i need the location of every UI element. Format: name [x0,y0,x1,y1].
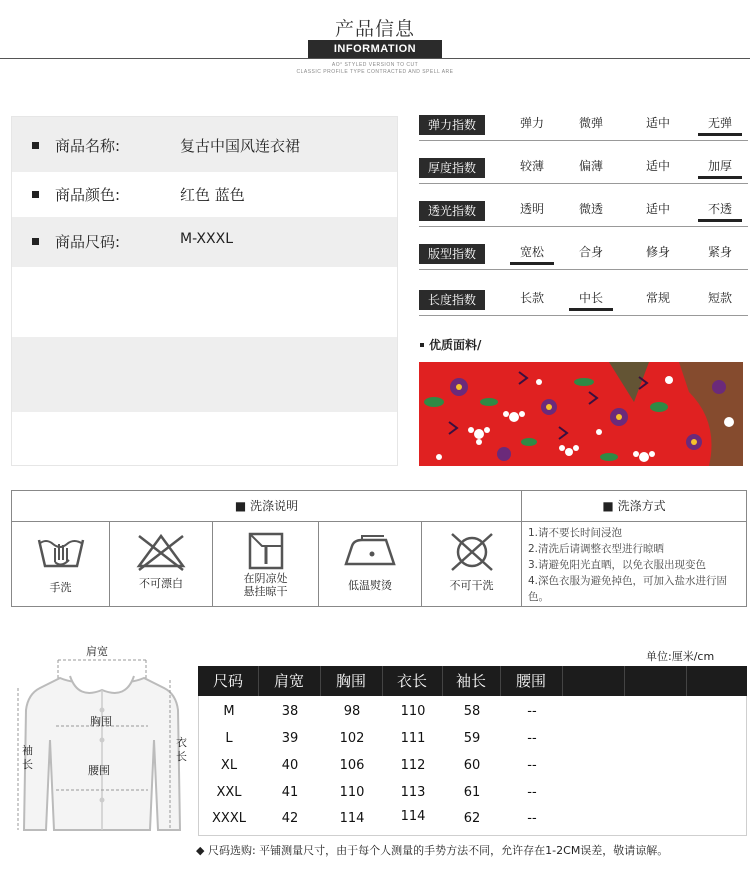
table-cell: 112 [400,758,426,773]
care-methods-title: ■ 洗涤方式 [602,499,666,513]
no-dry-clean-icon [444,530,500,574]
low-iron-icon [342,530,398,574]
care-caption: 低温熨烫 [348,579,392,592]
table-cell: 42 [281,811,299,826]
table-cell: XL [220,758,238,773]
header-divider [0,58,750,59]
diagram-shoulder-label: 肩宽 [86,645,108,658]
care-tip: 2.清洗后请调整衣型进行晾晒 [528,543,665,555]
diagram-waist-label: 腰围 [88,764,110,777]
table-cell: 98 [343,704,361,719]
index-option: 修身 [645,245,670,259]
table-cell: 110 [339,785,365,800]
index-option: 长款 [519,291,544,305]
index-option: 偏薄 [578,159,603,173]
size-header-cell: 衣长 [396,672,427,690]
care-tip: 1.请不要长时间浸泡 [528,527,623,539]
index-tag: 版型指数 [419,244,485,264]
table-cell: M [223,704,235,719]
table-cell: 110 [400,704,426,719]
index-option-selected: 无弹 [698,114,742,136]
care-section [11,490,747,607]
index-option: 常规 [645,291,670,305]
index-option: 适中 [645,202,670,216]
table-cell: -- [527,704,537,719]
product-size-label: 商品尺码: [32,231,120,252]
index-option: 透明 [519,202,544,216]
index-option: 较薄 [519,159,544,173]
product-name-label: 商品名称: [32,135,120,156]
index-option: 合身 [578,245,603,259]
table-cell: 60 [463,758,481,773]
size-header-cell: 腰围 [515,672,546,690]
table-cell: 102 [339,731,365,746]
thickness-index-row [419,154,748,184]
care-caption: 不可干洗 [449,579,494,592]
table-cell: 38 [281,704,299,719]
page-title: 产品信息 [334,18,415,40]
fabric-label: 优质面料/ [420,336,481,353]
index-option: 适中 [645,116,670,130]
table-cell: 111 [400,731,426,746]
size-table-body [198,696,747,836]
product-row-size [12,217,397,267]
size-header-cell: 胸围 [335,672,366,690]
care-divider [521,491,522,606]
care-item-shade-dry [213,522,318,607]
size-note: ◆ 尺码选购: 平铺测量尺寸，由于每个人测量的手势方法不同，允许存在1-2CM误差，敬请谅解。 [196,844,669,857]
table-cell: -- [527,785,537,800]
table-cell: 40 [281,758,299,773]
product-color-label: 商品颜色: [32,184,120,205]
care-item-no-bleach [110,522,212,607]
header-separator [686,666,687,696]
product-color-value: 红色 蓝色 [180,186,245,204]
table-cell: -- [527,811,537,826]
index-option-selected: 不透 [698,200,742,222]
care-tip: 3.请避免阳光直晒，以免衣服出现变色 [528,559,707,571]
index-option-selected: 加厚 [698,157,742,179]
transparency-index-row [419,197,748,227]
table-cell: 39 [281,731,299,746]
index-option: 紧身 [707,245,732,259]
index-option-selected: 宽松 [510,243,554,265]
index-tag: 厚度指数 [419,158,485,178]
size-table-header [198,666,747,696]
index-option-selected: 中长 [569,289,613,311]
diagram-sleeve-label: 袖长 [22,744,33,771]
index-option: 短款 [707,291,732,305]
size-header-cell: 肩宽 [273,672,304,690]
table-cell: 113 [400,785,426,800]
shirt-outline-icon [10,640,192,840]
table-cell: 58 [463,704,481,719]
table-cell: 106 [339,758,365,773]
table-cell: 41 [281,785,299,800]
fit-index-row [419,240,748,270]
table-cell: XXXL [212,811,246,826]
table-cell: 62 [463,811,481,826]
product-name-value: 复古中国风连衣裙 [180,137,301,155]
table-cell: XXL [216,785,242,800]
header-subtitle-1: AO° STYLED VERSION TO CUT [331,62,419,68]
header-subtitle-2: CLASSIC PROFILE TYPE CONTRACTED AND SPELL ARE [296,69,454,75]
table-cell: 114 [339,811,365,826]
product-size-value: M-XXXL [180,231,234,247]
table-cell: -- [527,731,537,746]
index-option: 弹力 [519,116,544,130]
fabric-swatch-image [419,362,743,466]
product-row-name [12,117,397,172]
shade-dry-icon [238,530,294,574]
table-cell: 61 [463,785,481,800]
product-row-color [12,172,397,217]
care-tips-list [528,525,746,605]
index-option: 微透 [578,202,603,216]
index-option: 微弹 [578,116,603,130]
product-row-empty [12,267,397,337]
header-separator [562,666,563,696]
hand-wash-icon [33,530,89,574]
care-item-hand-wash [12,522,109,607]
index-option: 适中 [645,159,670,173]
care-item-no-dry-clean [422,522,521,607]
care-tip: 4.深色衣服为避免掉色，可加入盐水进行固色。 [528,575,728,603]
care-instructions-title: ■ 洗涤说明 [234,499,299,513]
size-header-cell: 袖长 [455,672,486,690]
product-row-empty [12,337,397,412]
table-cell: 114 [400,809,426,824]
care-caption: 手洗 [49,581,72,594]
care-item-low-iron [319,522,421,607]
table-cell: -- [527,758,537,773]
index-tag: 弹力指数 [419,115,485,135]
size-header-cell: 尺码 [212,672,243,690]
care-caption: 在阴凉处 悬挂晾干 [243,572,288,598]
product-info-panel [11,116,398,466]
size-unit-label: 单位:厘米/cm [646,650,715,663]
table-cell: L [225,731,233,746]
garment-diagram [10,640,192,840]
table-cell: 59 [463,731,481,746]
care-caption: 不可漂白 [139,577,183,590]
information-badge: INFORMATION [318,40,432,58]
diagram-length-label: 衣长 [176,736,187,763]
no-bleach-icon [133,530,189,574]
length-index-row [419,286,748,316]
diagram-chest-label: 胸围 [90,715,112,728]
index-tag: 透光指数 [419,201,485,221]
header-separator [624,666,625,696]
elasticity-index-row [419,111,748,141]
index-tag: 长度指数 [419,290,485,310]
